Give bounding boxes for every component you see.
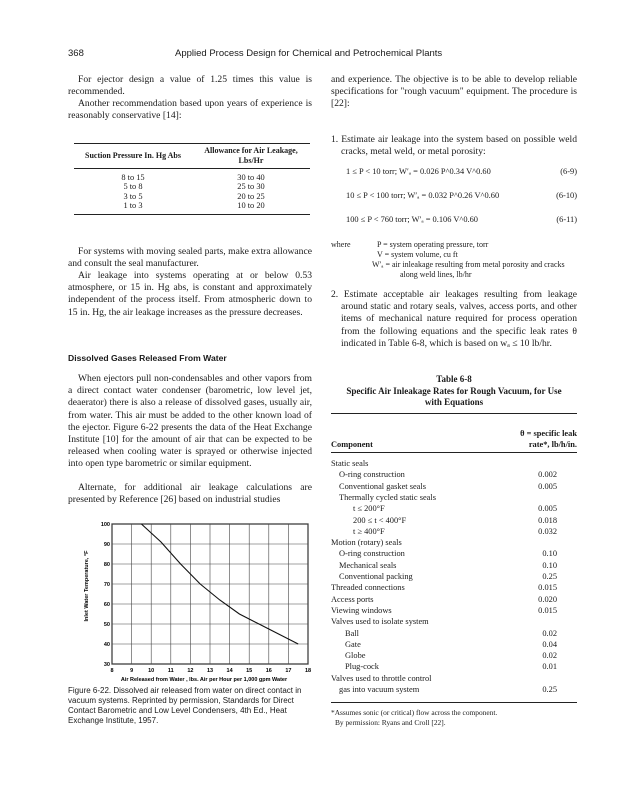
table-cell-component: Valves used to throttle control	[331, 673, 432, 683]
chart-ticks	[101, 522, 311, 674]
chart-y-tick: 90	[103, 542, 110, 548]
chart-y-tick: 50	[103, 622, 110, 628]
table-label: Table 6-8	[436, 374, 472, 384]
definition-v: V = system volume, cu ft	[377, 250, 458, 259]
table-cell-rate: 0.018	[538, 515, 557, 525]
table-row	[331, 493, 577, 504]
table-row	[74, 201, 310, 214]
left-para-4: Air leakage into systems operating at or below 0.53 atmosphere, or 15 in. Hg abs, is constant and approximately independent of the process itself. From atmospheric down to 15 in. Hg, the air leakage increases as the pressure decreases.	[68, 270, 312, 318]
table-col-rate-line2: rate*, lb/h/in.	[528, 440, 577, 449]
table-row	[331, 651, 577, 662]
table-row	[331, 549, 577, 560]
table-row	[74, 182, 310, 191]
table-col-rate	[480, 428, 577, 450]
equation-number: (6-11)	[556, 215, 577, 224]
table-row	[331, 685, 577, 696]
air-leakage-table	[74, 143, 310, 215]
table-row	[331, 470, 577, 481]
page-number: 368	[68, 48, 84, 59]
table-cell-component: Threaded connections	[331, 583, 405, 593]
footnote-sonic: *Assumes sonic (or critical) flow across the component.	[331, 708, 498, 717]
table-cell-component: Plug-cock	[345, 662, 379, 672]
chart-y-tick: 60	[103, 602, 110, 608]
table-cell-rate: 0.02	[542, 651, 557, 661]
table-row	[331, 504, 577, 515]
equation-number: (6-9)	[560, 167, 577, 176]
table-cell-component: Gate	[345, 639, 361, 649]
chart-x-tick: 13	[206, 668, 214, 674]
table-row	[331, 459, 577, 470]
chart-x-tick: 18	[304, 668, 312, 674]
chart-x-label: Air Released from Water , lbs. Air per Hour per 1,000 gpm Water	[120, 677, 288, 683]
table-row	[331, 595, 577, 606]
table-cell-component: O-ring construction	[339, 470, 405, 480]
section-heading: Dissolved Gases Released From Water	[68, 353, 227, 363]
table-row	[74, 169, 310, 183]
left-para-1: For ejector design a value of 1.25 times this value is recommended.	[68, 74, 312, 98]
table-cell-component: Motion (rotary) seals	[331, 538, 402, 548]
table-top-rule	[331, 413, 577, 414]
table-row	[331, 561, 577, 572]
chart-x-tick: 9	[130, 668, 134, 674]
equation-6-9	[346, 167, 577, 176]
table-cell-rate: 0.04	[542, 639, 557, 649]
table-cell-component: Conventional gasket seals	[339, 481, 426, 491]
definition-wa: W′ₐ = air inleakage resulting from metal porosity and cracks along weld lines, lb/hr	[372, 260, 565, 279]
chart-y-tick: 70	[103, 582, 110, 588]
cell: 25 to 30	[237, 182, 265, 192]
table-cell-component: 200 ≤ t < 400°F	[353, 515, 407, 525]
chart-x-tick: 14	[226, 668, 233, 674]
table-row	[331, 583, 577, 594]
equation-6-11	[346, 215, 577, 224]
table-cell-component: Conventional packing	[339, 572, 413, 581]
left-para-3: For systems with moving sealed parts, make extra allowance and consult the seal manufacturer.	[68, 246, 312, 270]
cell: 5 to 8	[123, 182, 143, 192]
table-cell-component: Ball	[345, 628, 359, 638]
table-cell-rate: 0.005	[538, 504, 557, 514]
table-col-rate-line1: θ = specific leak	[520, 429, 577, 438]
definition-p: P = system operating pressure, torr	[377, 240, 489, 249]
cell: 1 to 3	[123, 201, 143, 211]
left-para-6: Alternate, for additional air leakage calculations are presented by Reference [26] based on industrial studies	[68, 482, 312, 506]
left-para-2: Another recommendation based upon years of experience is reasonably conservative [14]:	[68, 98, 312, 122]
table-row	[331, 674, 577, 685]
chart-y-label: Inlet Water Temperature, °F	[84, 550, 90, 622]
chart-y-tick: 100	[100, 522, 110, 528]
chart-grid	[112, 524, 308, 664]
table-cell-component: Access ports	[331, 594, 374, 604]
table-header-allowance: Allowance for Air Leakage, Lbs/Hr	[192, 144, 310, 169]
table-row	[331, 527, 577, 538]
equation-text: 1 ≤ P < 10 torr; W′ₐ = 0.026 P^0.34 V^0.60	[346, 167, 491, 176]
table-cell-rate: 0.10	[542, 549, 557, 559]
chart-y-tick: 40	[103, 642, 110, 648]
table-row	[331, 617, 577, 628]
table-cell-rate: 0.01	[542, 662, 557, 672]
figure-caption: Figure 6-22. Dissolved air released from water on direct contact in vacuum systems. Reprinted by permission, Standards for Direct Contact Barometric and Low Level Condensers, 4th Ed., Heat Exchange Institute, 1957.	[68, 686, 302, 725]
chart-x-tick: 11	[167, 668, 174, 674]
table-cell-rate: 0.032	[538, 526, 557, 536]
table-row	[331, 482, 577, 493]
table-row	[331, 606, 577, 617]
chart-x-tick: 15	[246, 668, 253, 674]
table-title: Specific Air Inleakage Rates for Rough Vacuum, for Use with Equations	[346, 386, 562, 407]
table-cell-rate: 0.015	[538, 583, 557, 593]
table-cell-rate: 0.005	[538, 481, 557, 491]
equation-text: 100 ≤ P < 760 torr; W′ₐ = 0.106 V^0.60	[346, 215, 478, 224]
table-row	[331, 572, 577, 583]
table-cell-rate: 0.02	[542, 628, 557, 638]
left-para-5: When ejectors pull non-condensables and other vapors from a direct contact water condenser (barometric, low level jet, deaerator) there is also a release of dissolved gases, usually air, from water. This air must be added to the other known load of the ejector. Figure 6-22 presents the data of the Heat Exchange Institute [10] for the amount of air that can be expected to be released when cooling water is sprayed or otherwise injected into open type barometric or similar equipment.	[68, 373, 312, 470]
table-row	[331, 516, 577, 527]
table-col-component: Component	[331, 440, 373, 449]
equation-number: (6-10)	[556, 191, 577, 200]
table-cell-component: t ≤ 200°F	[353, 504, 385, 514]
cell: 3 to 5	[123, 191, 143, 201]
cell: 10 to 20	[237, 201, 265, 211]
table-cell-rate: 0.10	[542, 560, 557, 570]
table-cell-component: Viewing windows	[331, 605, 392, 615]
chart-y-tick: 30	[103, 662, 110, 668]
table-row	[331, 640, 577, 651]
table-cell-component: Static seals	[331, 459, 369, 468]
table-header-rule	[331, 452, 577, 453]
table-row	[331, 538, 577, 549]
footnote-permission: By permission: Ryans and Croll [22].	[335, 718, 446, 727]
table-cell-component: Globe	[345, 651, 366, 661]
table-row	[331, 629, 577, 640]
right-para-1: and experience. The objective is to be able to develop reliable specifications for "rough vacuum" equipment. The procedure is [22]:	[331, 74, 577, 110]
table-cell-rate: 0.25	[542, 572, 557, 581]
chart-x-tick: 17	[285, 668, 292, 674]
chart-y-tick: 80	[103, 562, 110, 568]
chart-x-tick: 8	[110, 668, 114, 674]
equation-6-10	[346, 191, 577, 200]
running-title: Applied Process Design for Chemical and Petrochemical Plants	[175, 48, 443, 59]
table-cell-component: Valves used to isolate system	[331, 617, 429, 627]
table-cell-rate: 0.015	[538, 605, 557, 615]
equation-text: 10 ≤ P < 100 torr; W′ₐ = 0.032 P^0.26 V^0.60	[346, 191, 500, 200]
table-cell-rate: 0.020	[538, 594, 557, 604]
where-definitions	[372, 240, 577, 280]
table-header-suction: Suction Pressure In. Hg Abs	[74, 144, 192, 169]
dissolved-air-chart	[80, 518, 316, 684]
table-cell-component: O-ring construction	[339, 549, 405, 559]
table-cell-rate: 0.25	[542, 685, 557, 694]
step-1: 1. Estimate air leakage into the system based on possible weld cracks, metal weld, or metal porosity:	[331, 134, 577, 158]
where-label: where	[331, 240, 351, 249]
table-row	[74, 192, 310, 201]
specific-leak-table	[331, 459, 577, 699]
table-row	[331, 662, 577, 673]
table-bottom-rule	[331, 702, 577, 703]
table-cell-component: gas into vacuum system	[339, 685, 420, 694]
cell: 30 to 40	[237, 173, 265, 182]
table-cell-component: t ≥ 400°F	[353, 526, 385, 536]
chart-x-tick: 10	[148, 668, 155, 674]
table-cell-rate: 0.002	[538, 470, 557, 480]
table-cell-component: Thermally cycled static seals	[339, 492, 436, 502]
chart-x-tick: 16	[265, 668, 272, 674]
table-cell-component: Mechanical seals	[339, 560, 397, 570]
step-2: 2. Estimate acceptable air leakages resulting from leakage around static and rotary seals, valves, access ports, and other items of mechanical nature required for process operation from the following equations and the specific leak rates θ indicated in Table 6-8, which is based on wₐ ≤ 10 lb/hr.	[331, 289, 577, 349]
cell: 8 to 15	[121, 173, 145, 182]
cell: 20 to 25	[237, 191, 265, 201]
chart-x-tick: 12	[187, 668, 194, 674]
